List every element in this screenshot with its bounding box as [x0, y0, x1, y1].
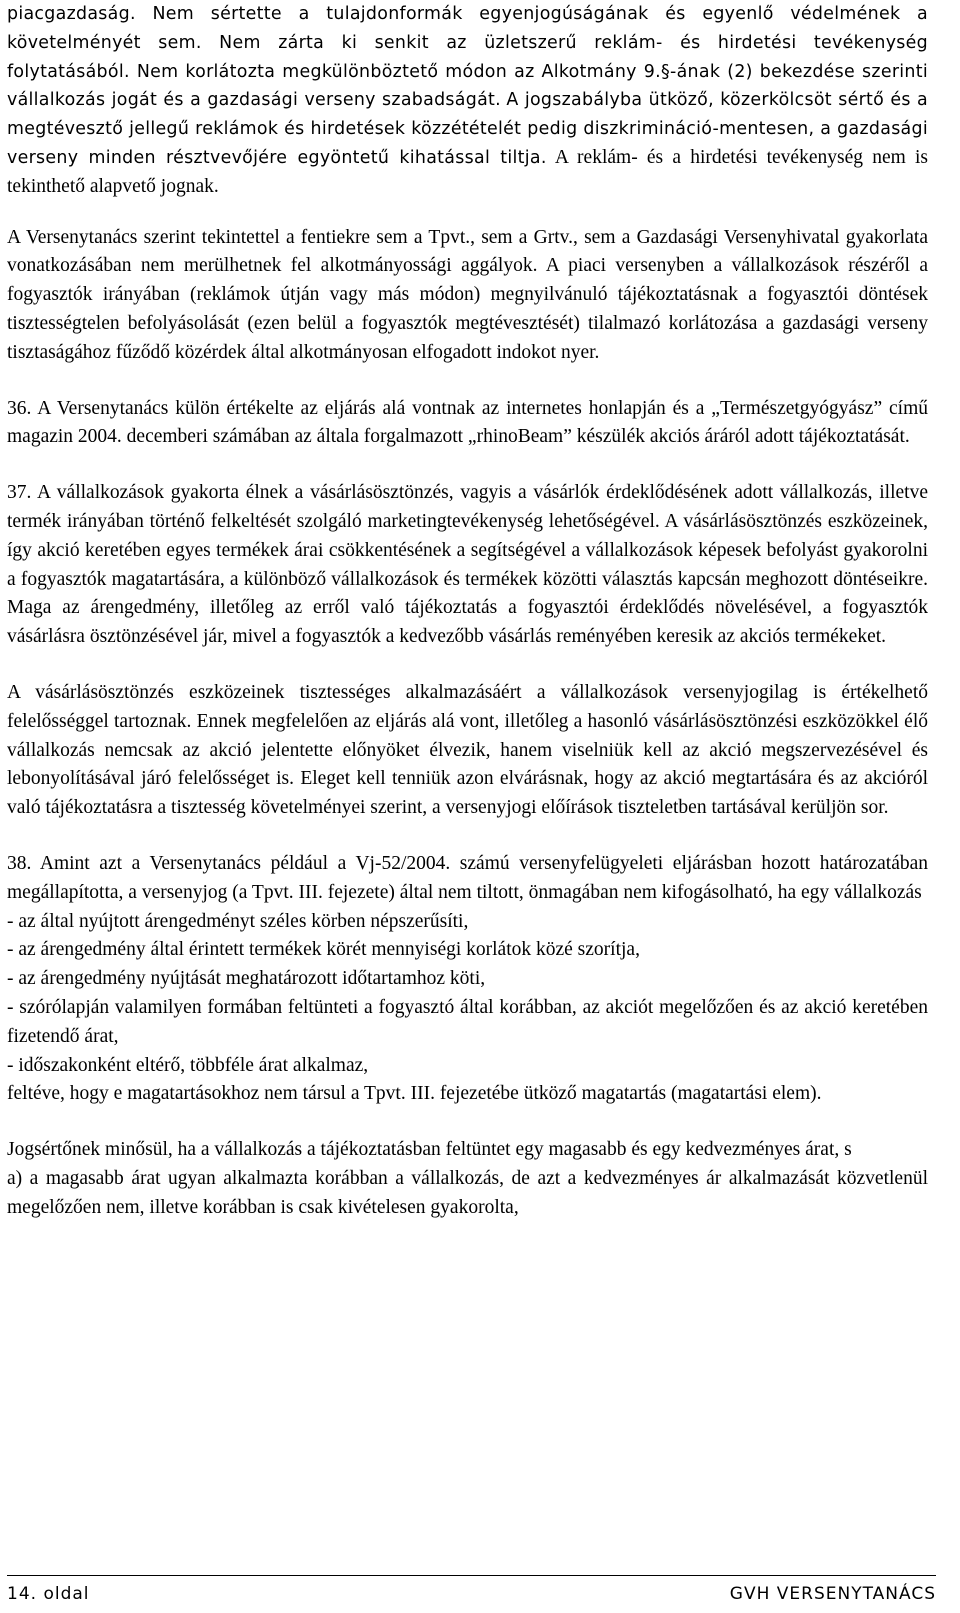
paragraph-38: 38. Amint azt a Versenytanács például a Vj-52/2004. számú versenyfelügyeleti eljárásban hozott határozatában megállapította, a versenyjog (a Tpvt. III. fejezete) által nem tiltott, önmagában nem kifogásolható, ha egy vállalkozás — [7, 852, 928, 903]
intro-part-2: §-ának (2) bekezdése szerinti vállalkozás jogát és a gazdasági verseny szabadságát. — [7, 61, 928, 111]
item-a-paragraph: a) a magasabb árat ugyan alkalmazta korábban a vállalkozás, de azt a kedvezményes ár alkalmazását közvetlenül megelőzően nem, illetve korábban is csak kivételesen gyakorolta, — [7, 1167, 928, 1218]
intro-part-1: piacgazdaság. Nem sértette a tulajdonformák egyenjogúságának és egyenlő védelmének a követelményét sem. Nem zárta ki senkit az üzletszerű reklám- és hirdetési tevékenység folytatásából. Nem korlátozta megkülönböztető módon az Alkotmány 9. — [7, 4, 928, 82]
paragraph-37: 37. A vállalkozások gyakorta élnek a vásárlásösztönzés, vagyis a vásárlók érdeklődésének adott vállalkozás, illetve termék irányában történő felkeltését szolgáló marketingtevékenység lehetőségével. A vásárlásösztönzés eszközeinek, így akció keretében egyes termékek árai csökkentésének a segítségével a vállalkozások képesek befolyást gyakorolni a fogyasztók magatartására, a különböző vállalkozások és termékek közötti választás kapcsán meghozott döntéseikre. Maga az árengedmény, illetőleg az erről való tájékoztatás a fogyasztói érdeklődés növelésével, a fogyasztók vásárlásra ösztönzésével jár, mivel a fogyasztók a kedvezőbb vásárlás reményében keresik az akciós termékeket. — [7, 482, 928, 648]
jogserto-paragraph: Jogsértőnek minősül, ha a vállalkozás a tájékoztatásban feltüntet egy magasabb és egy kedvezményes árat, s — [7, 1139, 852, 1161]
document-body — [7, 0, 928, 1222]
footer-divider — [7, 1575, 936, 1576]
paragraph-36: 36. A Versenytanács külön értékelte az eljárás alá vontnak az internetes honlapján és a „Természetgyógyász” című magazin 2004. decemberi számában az általa forgalmazott „rhinoBeam” készülék akciós áráról adott tájékoztatását. — [7, 397, 928, 448]
list-item: - az árengedmény nyújtását meghatározott időtartamhoz köti, — [7, 968, 486, 990]
paragraph-37-continued: A vásárlásösztönzés eszközeinek tisztességes alkalmazásáért a vállalkozások versenyjogilag is értékelhető felelősséggel tartoznak. Ennek megfelelően az eljárás alá vont, illetőleg a hasonló vásárlásösztönzési eszközökkel élő vállalkozás nemcsak az akció jelentette előnyöket élvezik, hanem viselniük kell az akció megszervezésével és lebonyolításával járó felelősséget is. Eleget kell tenniük azon elvárásnak, hogy az akció megtartására és az akcióról való tájékoztatásra a tisztesség követelményei szerint, a versenyjogi előírások tiszteletben tartásával kerüljön sor. — [7, 681, 928, 819]
organization-name: GVH VERSENYTANÁCS — [729, 1584, 936, 1604]
page-number: 14. oldal — [7, 1584, 90, 1604]
list-item: - az árengedmény által érintett termékek körét mennyiségi korlátok közé szorítja, — [7, 939, 640, 961]
intro-paragraph — [7, 0, 928, 202]
list-item: - szórólapján valamilyen formában feltünteti a fogyasztó által korábban, az akciót megelőzően és az akció keretében fizetendő árat, — [7, 996, 928, 1047]
intro-part-3: A jogszabályba ütköző, közerkölcsöt sértő és a megtévesztő jellegű reklámok és hirdetések közzétételét pedig diszkrimináció-mentesen, a gazdasági verseny minden résztvevőjére egyöntetű kihatással tiltja. — [7, 90, 929, 168]
versenytanacs-paragraph: A Versenytanács szerint tekintettel a fentiekre sem a Tpvt., sem a Grtv., sem a Gazdasági Versenyhivatal gyakorlata vonatkozásában nem merülhetnek fel alkotmányossági aggályok. A piaci versenyben a vállalkozások részéről a fogyasztók irányában (reklámok útján vagy más módon) megnyilvánuló tájékoztatásnak a fogyasztói döntések tisztességtelen befolyásolását (ezen belül a fogyasztók megtévesztését) tilalmazó korlátozása a gazdasági verseny tisztaságához fűződő közérdek által alkotmányosan elfogadott indokot nyer. — [7, 226, 928, 363]
list-item: - időszakonként eltérő, többféle árat alkalmaz, — [7, 1054, 369, 1076]
paragraph-38-end: feltéve, hogy e magatartásokhoz nem társul a Tpvt. III. fejezetébe ütköző magatartás (magatartási elem). — [7, 1083, 822, 1105]
intro-part-4: A reklám- és a hirdetési tevékenység nem is tekinthető alapvető jognak. — [7, 146, 929, 197]
list-item: - az által nyújtott árengedményt széles körben népszerűsíti, — [7, 910, 469, 932]
